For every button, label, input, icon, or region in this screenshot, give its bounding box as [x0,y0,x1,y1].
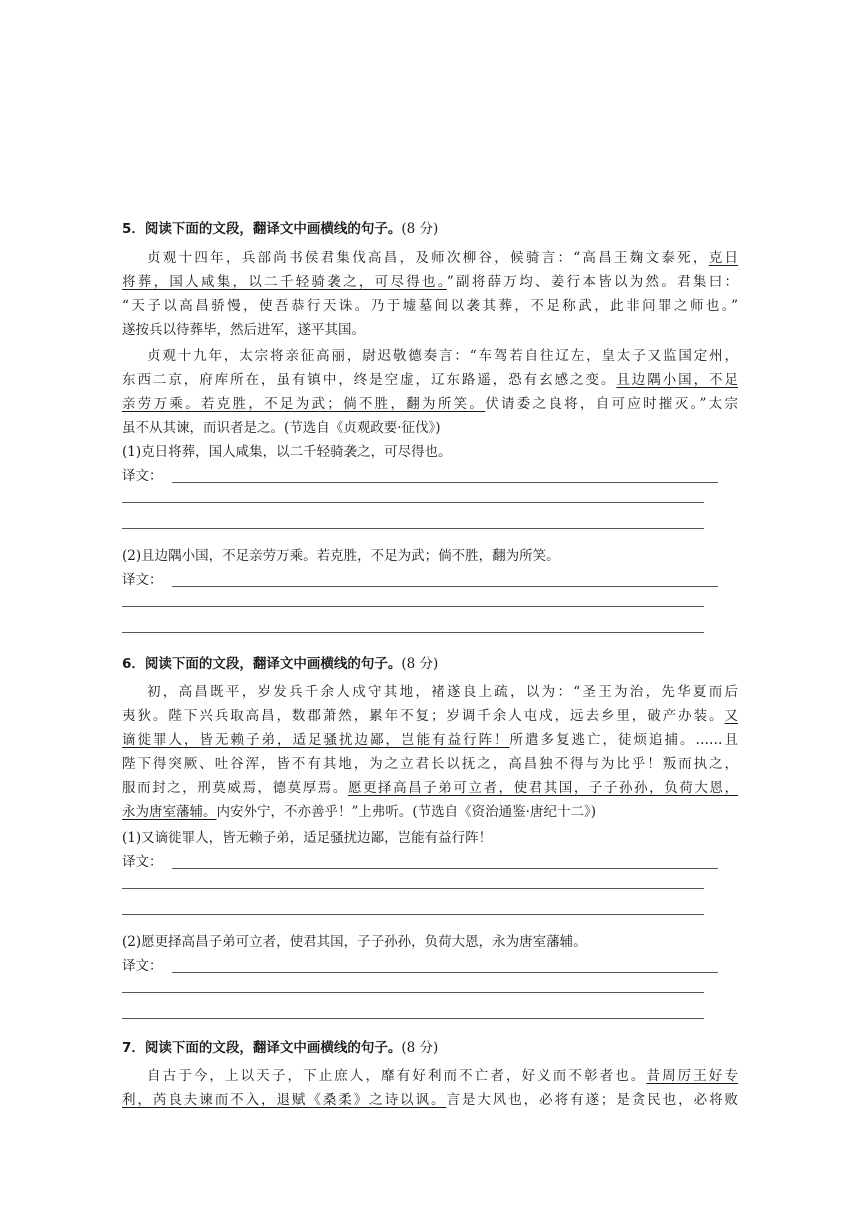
answer-line[interactable] [172,482,718,483]
answer-line[interactable] [122,1018,704,1019]
underlined-sentence: 昔周厉王好专 [646,1068,738,1084]
question-7-title: 7．阅读下面的文段，翻译文中画横线的句子。(8 分) [122,1040,439,1056]
q5-passage-line: 贞观十九年，太宗将亲征高丽，尉迟敬德奏言：“车驾若自往辽左，皇太子又监国定州， [147,348,738,364]
question-6-title: 6．阅读下面的文段，翻译文中画横线的句子。(8 分) [122,656,439,672]
q6-passage-line: 服而封之，刑莫威焉，德莫厚焉。愿更择高昌子弟可立者，使君其国，子子孙孙，负荷大恩， [122,780,738,796]
underlined-sentence: 利，芮良夫谏而不入，退赋《桑柔》之诗以讽。 [122,1092,447,1108]
underlined-sentence: 且边隅小国，不足 [616,372,738,388]
underlined-sentence: 亲劳万乘。若克胜，不足为武；倘不胜，翻为所笑。 [122,396,486,412]
underlined-sentence: 愿更择高昌子弟可立者，使君其国，子子孙孙，负荷大恩， [347,780,738,796]
answer-line[interactable] [172,868,718,869]
question-5-title: 5．阅读下面的文段，翻译文中画横线的句子。(8 分) [122,221,439,237]
q5-passage-line: 东西二京，府库所在，虽有镇中，终是空虚，辽东路遥，恐有玄感之变。且边隅小国，不足 [122,372,738,388]
answer-label: 译文： [122,572,163,588]
answer-line[interactable] [172,586,718,587]
answer-line[interactable] [122,606,704,607]
q6-passage-line: 谪徙罪人，皆无赖子弟，适足骚扰边鄙，岂能有益行阵！所遣多复逃亡，徒烦追捕。……且 [122,732,738,748]
q5-subquestion-2: (2)且边隅小国，不足亲劳万乘。若克胜，不足为武；倘不胜，翻为所笑。 [122,548,560,564]
q5-passage-line: 贞观十四年，兵部尚书侯君集伐高昌，及师次柳谷，候骑言：“高昌王麹文泰死，克日 [147,250,738,266]
q6-passage-line: 夷狄。陛下兴兵取高昌，数郡萧然，累年不复；岁调千余人屯戍，远去乡里，破产办装。又 [122,708,738,724]
q5-passage-line: 将葬，国人咸集，以二千轻骑袭之，可尽得也。”副将薛万均、姜行本皆以为然。君集曰： [122,274,738,290]
q6-subquestion-1: (1)又谪徙罪人，皆无赖子弟，适足骚扰边鄙，岂能有益行阵！ [122,830,493,846]
answer-line[interactable] [122,888,704,889]
underlined-sentence: 又 [724,708,738,724]
q5-passage-line: 遂按兵以待葬毕，然后进军，遂平其国。 [122,322,365,338]
underlined-sentence: 谪徙罪人，皆无赖子弟，适足骚扰边鄙，岂能有益行阵！ [122,732,510,748]
underlined-sentence: 克日 [708,250,738,266]
q5-subquestion-1: (1)克日将葬，国人咸集，以二千轻骑袭之，可尽得也。 [122,444,452,460]
q7-passage-line: 自古于今，上以天子，下止庶人，靡有好利而不亡者，好义而不彰者也。昔周厉王好专 [147,1068,738,1084]
q6-subquestion-2: (2)愿更择高昌子弟可立者，使君其国，子子孙孙，负荷大恩，永为唐室藩辅。 [122,934,587,950]
q5-passage-line: “天子以高昌骄慢，使吾恭行天诛。乃于墟墓间以袭其葬，不足称武，此非问罪之师也。” [122,298,738,314]
q6-passage-line: 永为唐室藩辅。内安外宁，不亦善乎！”上弗听。(节选自《资治通鉴·唐纪十二》) [122,804,596,820]
q6-passage-line: 初，高昌既平，岁发兵千余人戍守其地，褚遂良上疏，以为：“圣王为治，先华夏而后 [147,684,738,700]
answer-line[interactable] [122,528,704,529]
q6-passage-line: 陛下得突厥、吐谷浑，皆不有其地，为之立君长以抚之，高昌独不得与为比乎！叛而执之， [122,756,738,772]
answer-label: 译文： [122,468,163,484]
answer-line[interactable] [122,914,704,915]
answer-line[interactable] [122,632,704,633]
answer-line[interactable] [122,502,704,503]
q5-passage-line: 虽不从其谏，而识者是之。(节选自《贞观政要·征伐》) [122,420,441,436]
q7-passage-line: 利，芮良夫谏而不入，退赋《桑柔》之诗以讽。言是大风也，必将有遂；是贪民也，必将败 [122,1092,738,1108]
answer-label: 译文： [122,854,163,870]
answer-line[interactable] [172,972,718,973]
underlined-sentence: 将葬，国人咸集，以二千轻骑袭之，可尽得也。 [122,274,447,290]
q5-passage-line: 亲劳万乘。若克胜，不足为武；倘不胜，翻为所笑。伏请委之良将，自可应时摧灭。”太宗 [122,396,738,412]
underlined-sentence: 永为唐室藩辅。 [122,804,217,820]
answer-label: 译文： [122,958,163,974]
answer-line[interactable] [122,992,704,993]
